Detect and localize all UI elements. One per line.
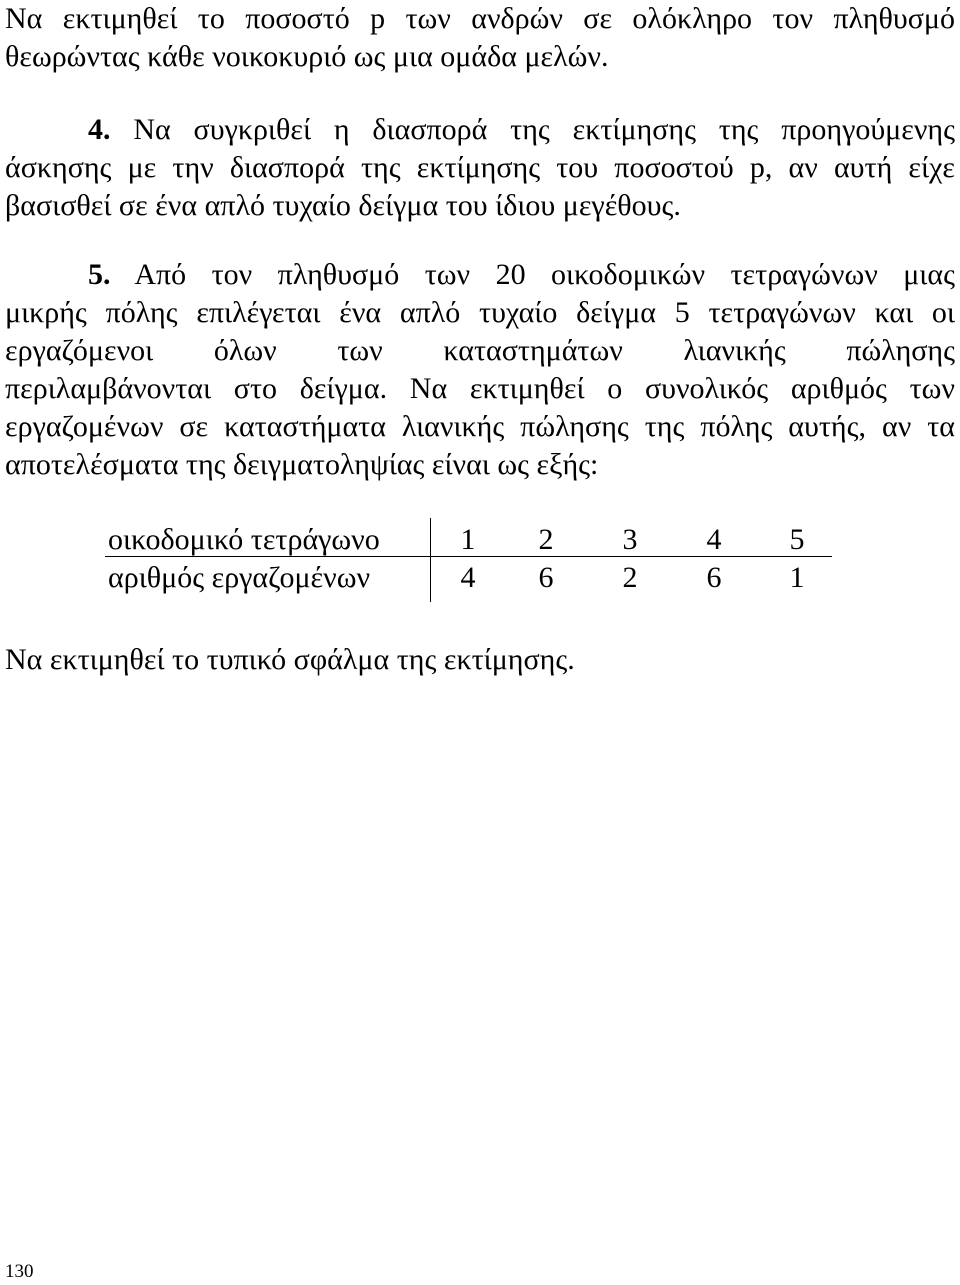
exercise-text: Από τον πληθυσμό των 20 οικοδομικών τετραγώνων μιας [134,258,955,291]
exercise-5-first-line [5,256,955,294]
table-cell: 4 [460,561,476,594]
exercise-5 [5,256,955,484]
paragraph-line: αποτελέσματα της δειγματοληψίας είναι ως εξής: [5,448,599,481]
paragraph-line: εργαζόμενοι όλων των καταστημάτων λιανικής πώλησης [5,334,955,367]
paragraph-line: Να εκτιμηθεί το τυπικό σφάλμα της εκτίμησης. [5,643,575,676]
table-row-label: αριθμός εργαζομένων [108,561,371,594]
exercise-number: 5. [88,258,111,291]
paragraph-line: Να εκτιμηθεί το ποσοστό p των ανδρών σε ολόκληρο τον πληθυσμό [5,2,955,35]
table-row [105,521,832,559]
table-cell: 6 [538,561,554,594]
table-cell: 3 [622,523,638,556]
continuation-paragraph [5,0,955,76]
table-row [105,559,832,597]
exercise-4 [5,111,955,225]
table-cell: 1 [460,523,476,556]
table-cell: 6 [706,561,722,594]
page-number: 130 [5,1261,34,1282]
paragraph-line: περιλαμβάνονται στο δείγμα. Να εκτιμηθεί ο συνολικός αριθμός των [5,372,955,405]
table-cell: 2 [538,523,554,556]
table-row-label: οικοδομικό τετράγωνο [108,523,380,556]
paragraph-line: μικρής πόλης επιλέγεται ένα απλό τυχαίο δείγμα 5 τετραγώνων και οι [5,296,955,329]
exercise-4-first-line [5,111,955,149]
table-cell: 2 [622,561,638,594]
paragraph-line: άσκησης με την διασπορά της εκτίμησης του ποσοστού p, αν αυτή είχε [5,151,955,184]
table-cell: 4 [706,523,722,556]
table-cell: 5 [789,523,805,556]
table-cell: 1 [789,561,805,594]
data-table [105,518,832,602]
paragraph-line: εργαζομένων σε καταστήματα λιανικής πώλησης της πόλης αυτής, αν τα [5,410,955,443]
paragraph-line: βασισθεί σε ένα απλό τυχαίο δείγμα του ίδιου μεγέθους. [5,189,681,222]
exercise-text: Να συγκριθεί η διασπορά της εκτίμησης της προηγούμενης [133,113,955,146]
exercise-number: 4. [88,113,111,146]
exercise-5-question [5,641,955,679]
paragraph-line: θεωρώντας κάθε νοικοκυριό ως μια ομάδα μελών. [5,40,609,73]
